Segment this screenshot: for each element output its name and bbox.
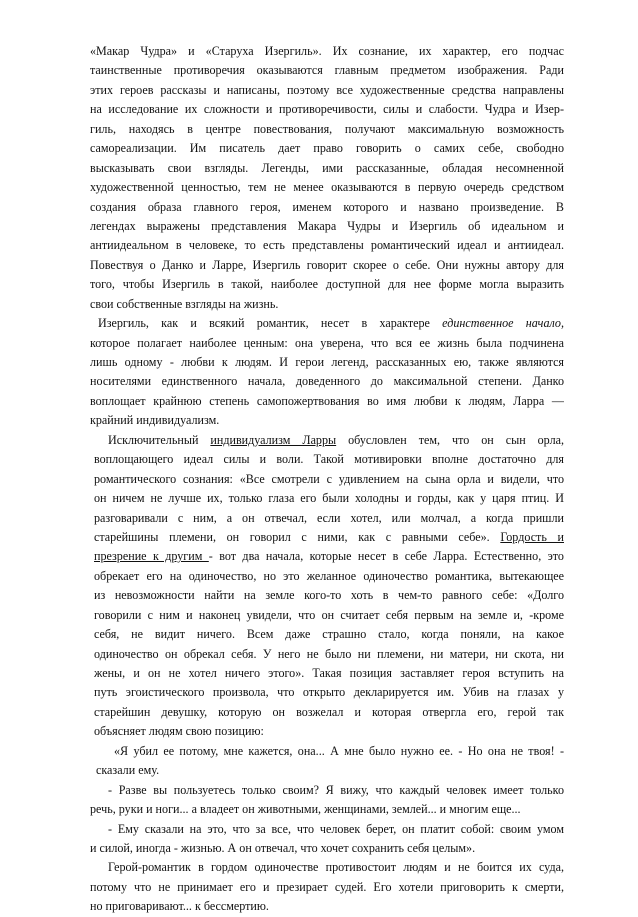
- text-segment: старейшины племени, он говорил с ними, как с равными себе».: [94, 529, 501, 544]
- text-line: [90, 100, 564, 119]
- text-line: [90, 314, 564, 333]
- text-line: [90, 372, 564, 391]
- text-segment: романтического сознания: «Все смотрели с удивлением на сына орла и видели, что: [94, 471, 564, 486]
- text-segment: Изергиль, как и всякий романтик, несет в характере: [98, 316, 443, 331]
- text-line: [90, 606, 564, 625]
- text-line: [90, 509, 564, 528]
- text-segment: себя, не видит ничего. Всем даже страшно стало, когда поняли, на какое: [94, 627, 564, 642]
- text-segment: - вот два начала, которые несет в себе Ларра. Естественно, это: [208, 549, 564, 564]
- text-line: [90, 470, 564, 489]
- text-line: [90, 742, 564, 761]
- text-line: [90, 820, 564, 839]
- text-segment: того, чтобы Изергиль в такой, наиболее доступной для нее форме могла выразить: [90, 277, 564, 292]
- text-segment: создания образа главного героя, именем которого и названо произведение. В: [90, 199, 564, 214]
- text-segment: воплощающего идеал силы и воли. Такой мотивировки вполне достаточно для: [94, 452, 564, 467]
- text-line: [90, 567, 564, 586]
- text-line: [90, 256, 564, 275]
- text-line: [90, 61, 564, 80]
- underlined-text: Гордость и: [500, 529, 564, 544]
- text-segment: Герой-романтик в гордом одиночестве противостоит людям и не боится их суда,: [108, 860, 564, 875]
- text-segment: речь, руки и ноги... а владеет он животными, женщинами, землей... и многим еще...: [90, 802, 521, 817]
- text-segment: объясняет людям свою позицию:: [94, 724, 264, 739]
- text-line: [90, 858, 564, 877]
- text-segment: самореализации. Им писатель дает право говорить о самих себе, свободно: [90, 141, 564, 156]
- text-segment: он ничем не лучше их, только глаза его были холодны и горды, как у царя птиц. И: [94, 491, 564, 506]
- text-segment: крайний индивидуализм.: [90, 413, 220, 428]
- text-segment: «Макар Чудра» и «Старуха Изергиль». Их сознание, их характер, его подчас: [90, 44, 564, 58]
- text-line: [90, 217, 564, 236]
- text-segment: которое полагает наиболее ценным: она уверена, что вся ее жизнь была подчинена: [90, 335, 564, 350]
- text-segment: и силой, иногда - жизнью. А он отвечал, что хочет сохранить себя целым».: [90, 840, 476, 855]
- text-line: [90, 664, 564, 683]
- text-line: [90, 450, 564, 469]
- text-segment: воплощает крайнюю степень самопожертвования во имя любви к людям, Ларра —: [90, 393, 564, 408]
- underlined-text: презрение к другим: [94, 549, 209, 564]
- text-segment: старейшин девушку, которую он возжелал и которая отвергла его, герой так: [94, 704, 564, 719]
- text-segment: путь эгоистического произвола, что открыто декларируется им. Убив на глазах у: [94, 685, 564, 700]
- text-line: [90, 295, 564, 314]
- text-line: [90, 353, 564, 372]
- text-segment: - Разве вы пользуетесь только своим? Я вижу, что каждый человек имеет только: [108, 782, 564, 797]
- text-segment: лишь одному - любви к людям. И герои легенд, рассказанных ею, также являются: [90, 355, 564, 369]
- text-line: [90, 334, 564, 353]
- text-segment: но приговаривают... к бессмертию.: [90, 899, 269, 914]
- text-line: [90, 781, 564, 800]
- document-body-text: [90, 42, 564, 917]
- text-line: [90, 198, 564, 217]
- text-segment: гиль, находясь в центре повествования, получают максимальную возможность: [90, 121, 564, 136]
- text-segment: Исключительный: [108, 432, 211, 447]
- text-segment: жены, и он не хотел ничего этого». Такая позиция заставляет героя вступить на: [94, 666, 564, 680]
- text-line: [90, 897, 564, 916]
- text-line: [90, 81, 564, 100]
- text-line: [90, 431, 564, 450]
- text-line: [90, 178, 564, 197]
- text-line: [90, 275, 564, 294]
- text-line: [90, 625, 564, 644]
- text-line: [90, 703, 564, 722]
- text-segment: сказали ему.: [96, 763, 160, 778]
- text-segment: высказывать свои взгляды. Легенды, ими рассказанные, обладая несомненной: [90, 160, 564, 175]
- text-segment: разговаривали с ним, а он отвечал, если хотел, или молчал, а когда пришли: [94, 510, 564, 525]
- text-line: [90, 839, 564, 858]
- italic-text: единственное начало,: [442, 316, 564, 331]
- text-line: [90, 528, 564, 547]
- text-line: [90, 547, 564, 566]
- text-segment: легендах выражены представления Макара Чудры и Изергиль об идеальном и: [90, 218, 564, 233]
- text-line: [90, 139, 564, 158]
- text-line: [90, 722, 564, 741]
- text-segment: этих героев рассказы и написаны, поэтому все художественные средства направлены: [90, 82, 564, 97]
- text-segment: свои собственные взгляды на жизнь.: [90, 296, 279, 311]
- text-segment: художественной ценностью, тем не менее оказываются в первую очередь средством: [90, 180, 564, 195]
- text-segment: Повествуя о Данко и Ларре, Изергиль говорит скорее о себе. Они нужны автору для: [90, 257, 564, 272]
- text-segment: носителями единственного начала, доведенного до максимальной степени. Данко: [90, 374, 564, 389]
- text-segment: одиночество он обрекал себя. У него не было ни племени, ни матери, ни скота, ни: [94, 646, 564, 661]
- text-segment: на исследование их сложности и противоречивости, силы и слабости. Чудра и Изер-: [90, 102, 564, 117]
- text-segment: говорили с ним и наконец увидели, что он считает себя первым на земле и, -кроме: [94, 607, 564, 622]
- text-line: [90, 761, 564, 780]
- text-line: [90, 392, 564, 411]
- text-line: [90, 120, 564, 139]
- text-segment: - Ему сказали на это, что за все, что человек берет, он платит собой: своим умом: [108, 821, 564, 836]
- text-segment: из невозможности найти на земле кого-то хоть в чем-то равного себе: «Долго: [94, 588, 564, 603]
- text-line: [90, 489, 564, 508]
- text-line: [90, 42, 564, 61]
- text-line: [90, 411, 564, 430]
- text-line: [90, 236, 564, 255]
- underlined-text: индивидуализм Ларры: [210, 432, 337, 447]
- text-segment: потому что не принимает его и презирает судей. Его хотели приговорить к смерти,: [90, 879, 564, 894]
- text-segment: обусловлен тем, что он сын орла,: [336, 432, 564, 447]
- text-line: [90, 878, 564, 897]
- text-segment: «Я убил ее потому, мне кажется, она... А мне было нужно ее. - Но она не твоя! -: [114, 743, 564, 758]
- text-segment: антиидеальном в человеке, то есть представлены романтический идеал и антиидеал.: [90, 238, 564, 253]
- text-line: [90, 159, 564, 178]
- text-segment: обрекает его на одиночество, но это желанное одиночество романтика, вытекающее: [94, 568, 564, 583]
- text-line: [90, 683, 564, 702]
- text-line: [90, 586, 564, 605]
- text-line: [90, 645, 564, 664]
- text-segment: таинственные противоречия оказываются главным предметом изображения. Ради: [90, 63, 564, 78]
- text-line: [90, 800, 564, 819]
